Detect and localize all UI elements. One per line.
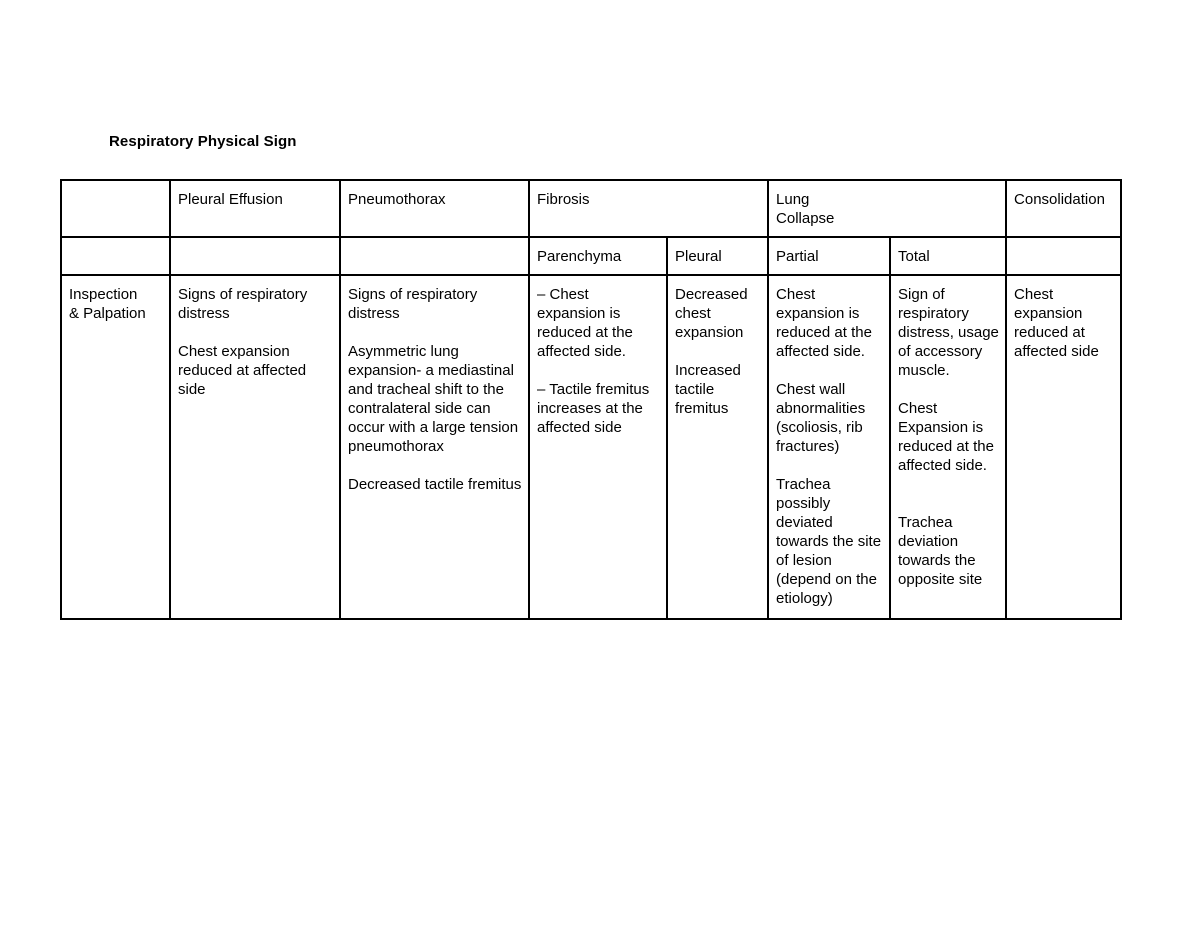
subheader-blank-4 <box>1006 237 1121 275</box>
subheader-blank-3 <box>340 237 529 275</box>
table-row <box>61 275 1121 619</box>
document-title: Respiratory Physical Sign <box>109 133 297 150</box>
cell-fibrosis-pleural: Decreased chest expansion Increased tactile fremitus <box>667 275 768 619</box>
header-pneumothorax: Pneumothorax <box>340 180 529 237</box>
header-consolidation: Consolidation <box>1006 180 1121 237</box>
header-pleural-effusion: Pleural Effusion <box>170 180 340 237</box>
row-label-inspection-palpation: Inspection & Palpation <box>61 275 170 619</box>
header-fibrosis: Fibrosis <box>529 180 768 237</box>
subheader-row <box>61 237 1121 275</box>
cell-pneumothorax: Signs of respiratory distress Asymmetric lung expansion- a mediastinal and tracheal shift to the contralateral side can occur with a large tension pneumothorax Decreased tactile fremitus <box>340 275 529 619</box>
cell-consolidation: Chest expansion reduced at affected side <box>1006 275 1121 619</box>
cell-pleural-effusion: Signs of respiratory distress Chest expansion reduced at affected side <box>170 275 340 619</box>
cell-collapse-partial: Chest expansion is reduced at the affected side. Chest wall abnormalities (scoliosis, rib fractures) Trachea possibly deviated towards the site of lesion (depend on the etiology) <box>768 275 890 619</box>
header-corner-cell <box>61 180 170 237</box>
subheader-blank-1 <box>61 237 170 275</box>
cell-fibrosis-parenchyma: – Chest expansion is reduced at the affected side. – Tactile fremitus increases at the affected side <box>529 275 667 619</box>
header-lung-collapse: Lung Collapse <box>768 180 1006 237</box>
header-row <box>61 180 1121 237</box>
subheader-blank-2 <box>170 237 340 275</box>
subheader-parenchyma: Parenchyma <box>529 237 667 275</box>
cell-collapse-total: Sign of respiratory distress, usage of accessory muscle. Chest Expansion is reduced at the affected side. Trachea deviation towards the opposite site <box>890 275 1006 619</box>
subheader-total: Total <box>890 237 1006 275</box>
subheader-pleural: Pleural <box>667 237 768 275</box>
subheader-partial: Partial <box>768 237 890 275</box>
respiratory-signs-table <box>60 179 1122 620</box>
